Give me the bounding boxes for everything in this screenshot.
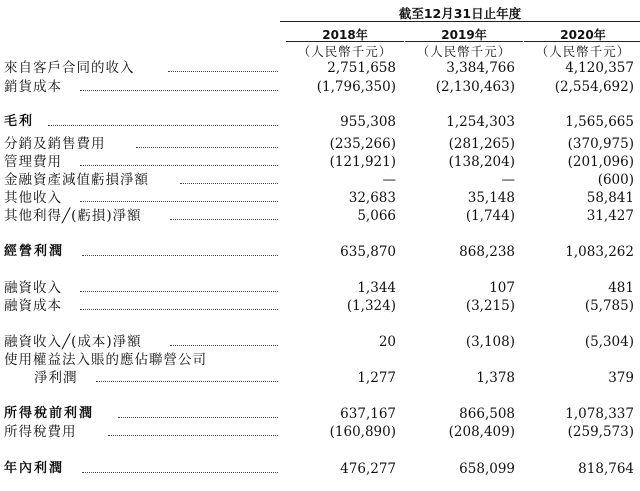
- value-2018: 635,870: [340, 244, 396, 260]
- row-label: 淨利潤: [34, 370, 78, 386]
- value-2020: 1,078,337: [565, 406, 634, 422]
- row-label: 所得稅前利潤: [4, 406, 95, 421]
- value-2019: 1,378: [476, 370, 515, 386]
- value-2020: (259,573): [567, 424, 634, 440]
- value-2019: (1,744): [465, 208, 515, 224]
- value-2020: 31,427: [586, 208, 634, 224]
- value-2020: (201,096): [567, 154, 634, 170]
- value-2018: 5,066: [357, 208, 396, 224]
- leader-dots: [170, 333, 278, 346]
- value-2020: 58,841: [586, 190, 634, 206]
- value-2020: (2,554,692): [554, 79, 634, 95]
- value-2018: 20: [378, 334, 396, 350]
- value-2019: 868,238: [459, 244, 515, 260]
- value-2018: —: [382, 172, 396, 188]
- value-2018: 637,167: [340, 406, 396, 422]
- leader-dots: [82, 460, 278, 473]
- unit-label-2018: （人民幣千元）: [297, 44, 393, 59]
- value-2019: 3,384,766: [446, 60, 515, 76]
- leader-dots: [82, 243, 278, 256]
- period-rule: [280, 21, 640, 22]
- leader-dots: [48, 113, 278, 126]
- value-2020: 1,083,262: [565, 244, 634, 260]
- value-2018: (121,921): [329, 154, 396, 170]
- value-2020: 818,764: [578, 461, 634, 477]
- value-2020: 4,120,357: [565, 60, 634, 76]
- row-selling-expenses: [0, 135, 640, 153]
- row-finance-costs: [0, 297, 640, 315]
- row-net-finance: [0, 333, 640, 351]
- year-header-2020: 2020年: [560, 28, 606, 42]
- row-profit-for-year: [0, 460, 640, 478]
- row-income-tax: [0, 423, 640, 441]
- leader-dots: [136, 135, 278, 148]
- unit-label-2019: （人民幣千元）: [416, 44, 512, 59]
- row-label: 分銷及銷售費用: [4, 136, 106, 152]
- row-associates-net-profit: [0, 369, 640, 387]
- row-impairment-losses: [0, 171, 640, 189]
- unit-label-2020: （人民幣千元）: [535, 44, 631, 59]
- leader-dots: [170, 207, 278, 220]
- leader-dots: [118, 405, 278, 418]
- value-2020: 379: [608, 370, 634, 386]
- row-label: 融資收入╱(成本)淨額: [4, 334, 142, 350]
- row-label: 其他收入: [4, 190, 62, 206]
- value-2020: 481: [608, 280, 634, 296]
- value-2019: (138,204): [448, 154, 515, 170]
- value-2019: —: [501, 172, 515, 188]
- row-label: 金融資產減值虧損淨額: [4, 172, 149, 188]
- row-label: 來自客戶合同的收入: [4, 60, 135, 76]
- row-label: 其他利得╱(虧損)淨額: [4, 208, 142, 224]
- value-2018: (1,796,350): [316, 79, 396, 95]
- value-2020: 1,565,665: [565, 114, 634, 130]
- leader-dots: [80, 78, 278, 91]
- leader-dots: [96, 369, 278, 382]
- row-other-gains: [0, 207, 640, 225]
- leader-dots: [80, 297, 278, 310]
- year-header-2018: 2018年: [322, 28, 368, 42]
- value-2018: (235,266): [329, 136, 396, 152]
- row-label: 使用權益法入賬的應佔聯營公司: [4, 352, 207, 368]
- value-2018: 32,683: [348, 190, 396, 206]
- year-header-2019: 2019年: [441, 28, 487, 42]
- value-2019: (3,108): [465, 334, 515, 350]
- value-2018: 955,308: [340, 114, 396, 130]
- row-label: 年內利潤: [4, 461, 65, 476]
- value-2020: (370,975): [567, 136, 634, 152]
- row-label: 毛利: [4, 114, 35, 129]
- row-label: 所得稅費用: [4, 424, 77, 440]
- value-2019: (3,215): [465, 298, 515, 314]
- value-2019: 35,148: [467, 190, 515, 206]
- row-revenue: [0, 59, 640, 77]
- value-2019: (208,409): [448, 424, 515, 440]
- row-other-income: [0, 189, 640, 207]
- leader-dots: [80, 279, 278, 292]
- row-cost-of-sales: [0, 78, 640, 96]
- leader-dots: [180, 171, 278, 184]
- row-label: 管理費用: [4, 154, 62, 170]
- value-2020: (5,785): [584, 298, 634, 314]
- value-2019: (281,265): [448, 136, 515, 152]
- row-associates-heading: [0, 351, 640, 369]
- leader-dots: [168, 59, 278, 72]
- value-2019: 866,508: [459, 406, 515, 422]
- row-operating-profit: [0, 243, 640, 261]
- row-finance-income: [0, 279, 640, 297]
- row-gross-profit: [0, 113, 640, 131]
- row-label: 融資收入: [4, 280, 62, 296]
- row-label: 經營利潤: [4, 244, 65, 259]
- value-2018: (160,890): [329, 424, 396, 440]
- value-2018: 2,751,658: [327, 60, 396, 76]
- row-admin-expenses: [0, 153, 640, 171]
- value-2020: (5,304): [584, 334, 634, 350]
- value-2018: 1,344: [357, 280, 396, 296]
- value-2019: 107: [489, 280, 515, 296]
- leader-dots: [80, 153, 278, 166]
- value-2018: 1,277: [357, 370, 396, 386]
- row-label: 銷貨成本: [4, 79, 62, 95]
- leader-dots: [80, 189, 278, 202]
- value-2019: (2,130,463): [435, 79, 515, 95]
- period-header: 截至12月31日止年度: [398, 6, 522, 21]
- value-2018: (1,324): [346, 298, 396, 314]
- row-label: 融資成本: [4, 298, 62, 314]
- leader-dots: [108, 423, 278, 436]
- value-2020: (600): [597, 172, 634, 188]
- value-2019: 658,099: [459, 461, 515, 477]
- value-2019: 1,254,303: [446, 114, 515, 130]
- value-2018: 476,277: [340, 461, 396, 477]
- row-profit-before-tax: [0, 405, 640, 423]
